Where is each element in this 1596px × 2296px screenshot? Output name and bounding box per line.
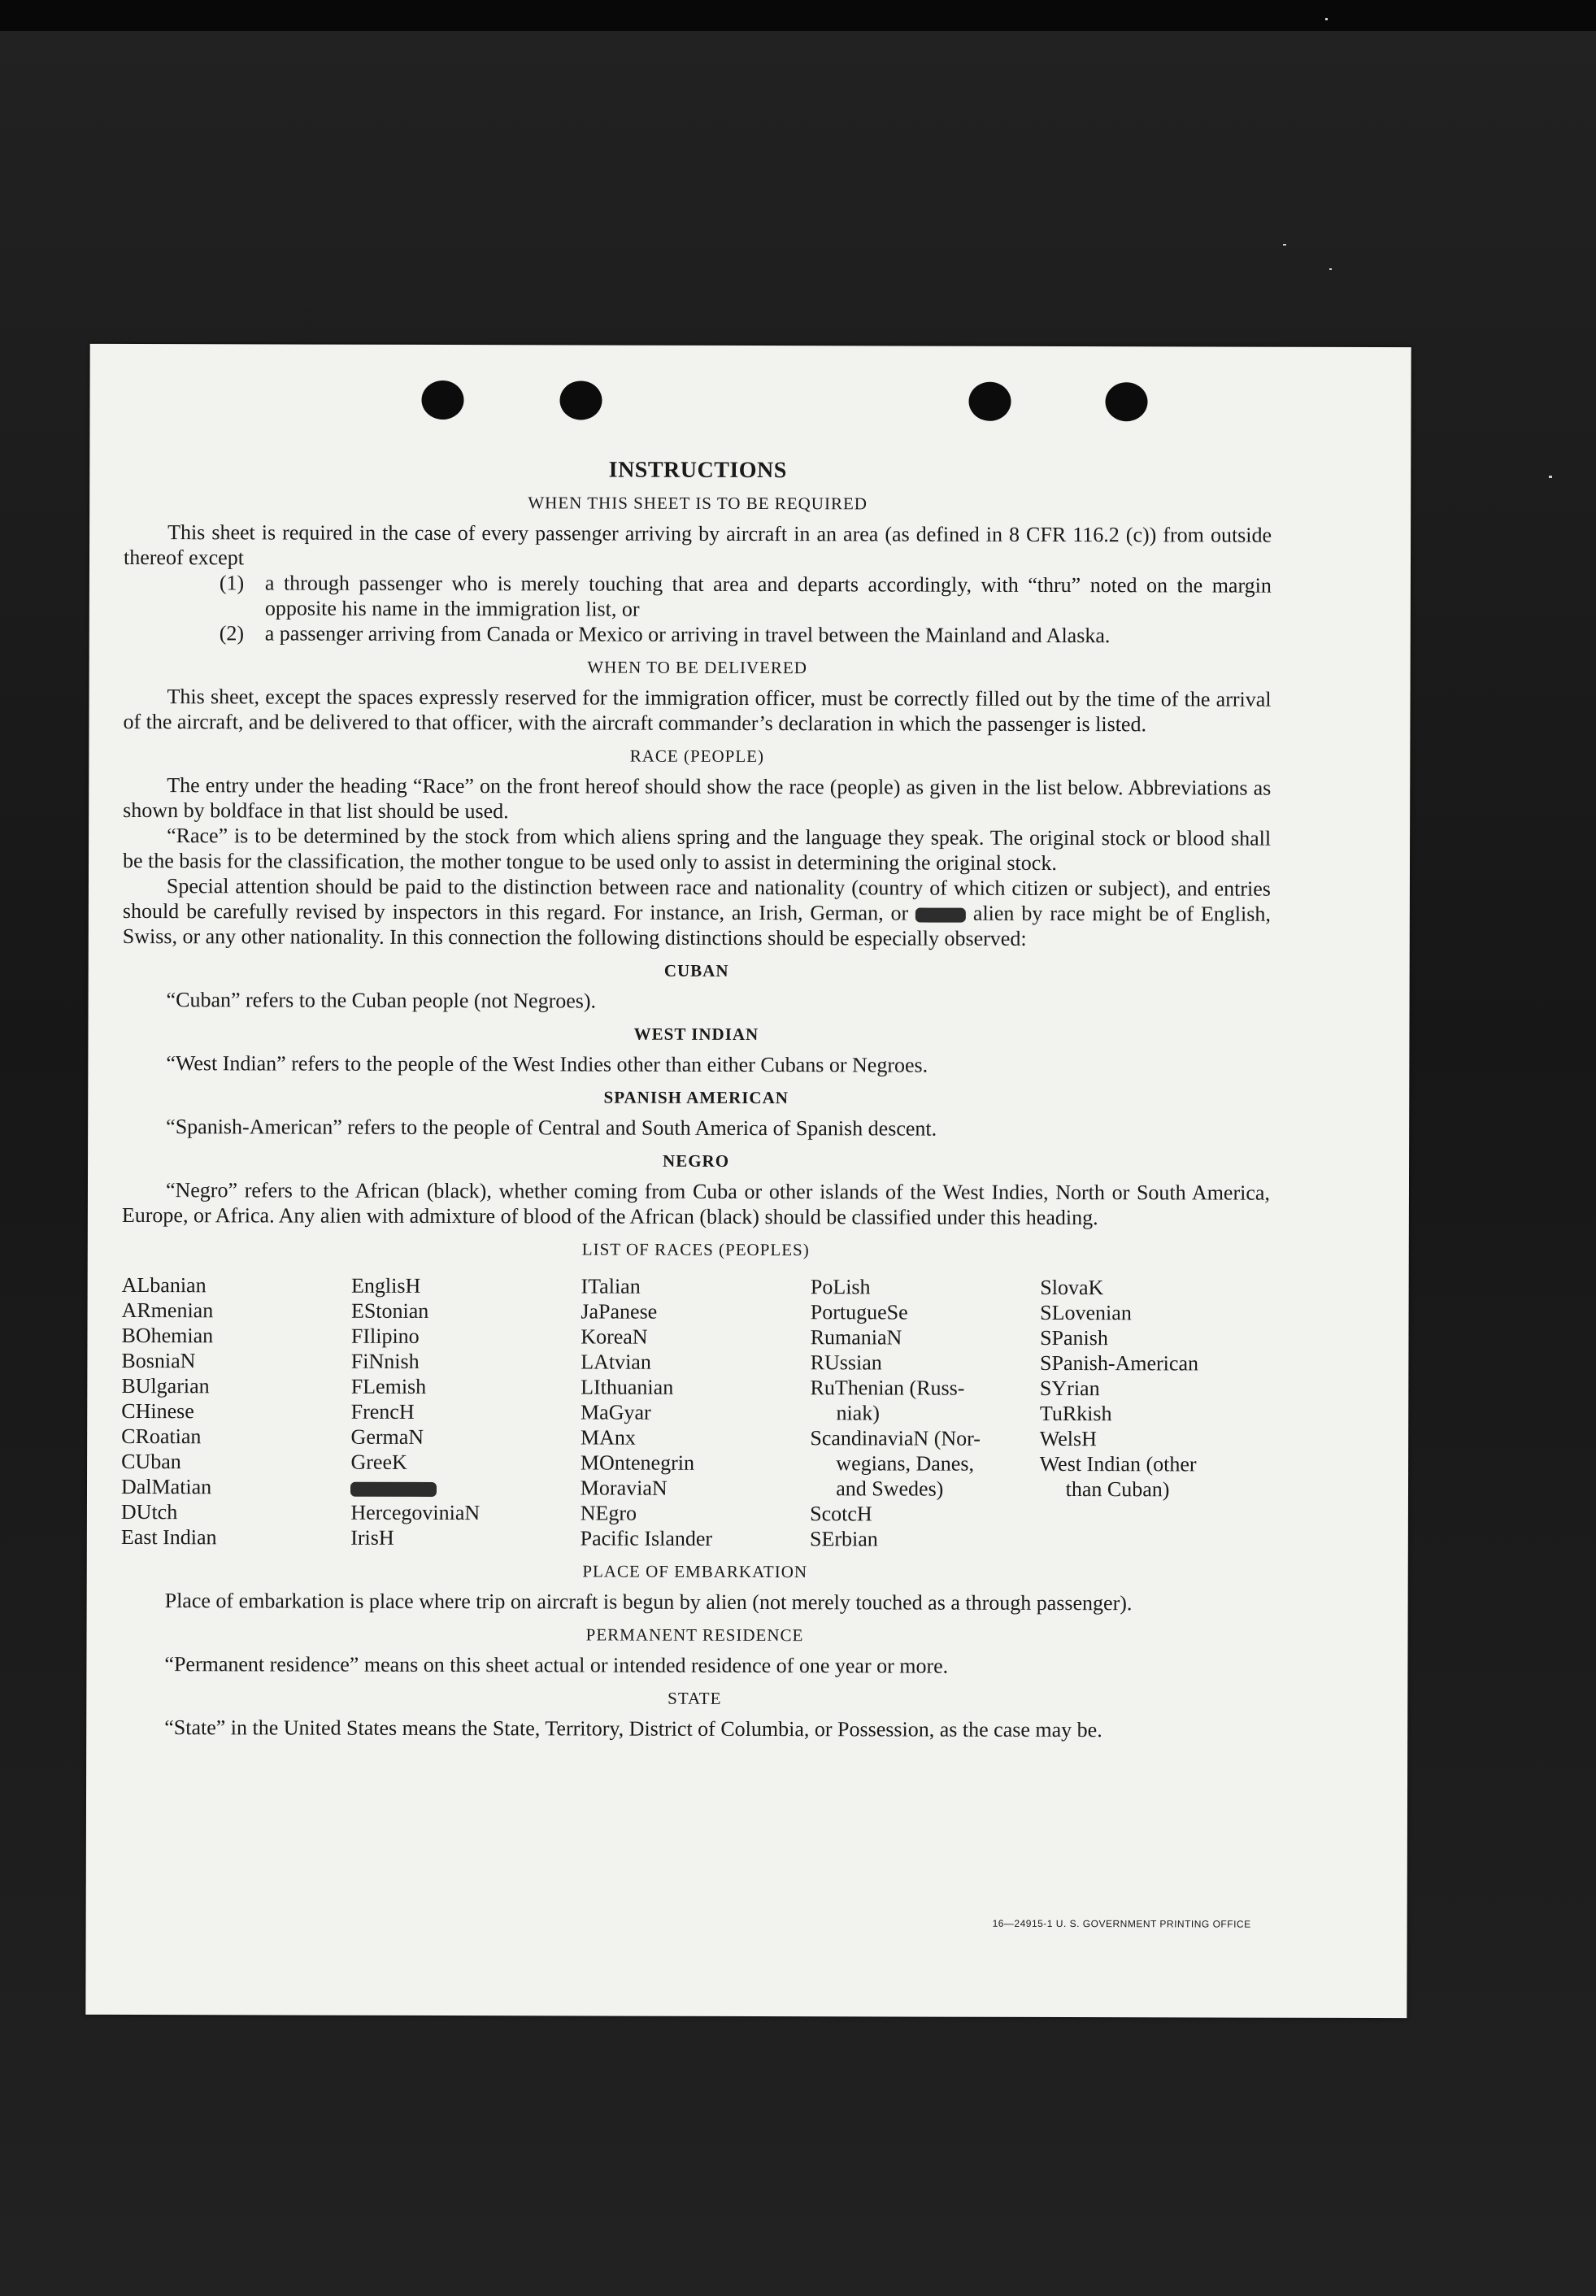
races-column [350, 1273, 581, 1551]
section-heading-when-delivered: WHEN TO BE DELIVERED [587, 657, 807, 678]
punch-hole [1105, 382, 1147, 421]
race-entry: East Indian [120, 1524, 217, 1550]
section-heading-negro: NEGRO [663, 1150, 730, 1171]
race-paragraph-2: “Race” is to be determined by the stock from which aliens spring and the language they speak. The original stock or blood shall be the basis for the classification, the mother tongue to be used only to assist in determining the original stock. [122, 824, 1272, 875]
scan-speck [1325, 18, 1328, 20]
races-column [1039, 1275, 1269, 1553]
race-entry: MAnx [580, 1425, 636, 1450]
redaction-mark [915, 908, 966, 923]
race-entry: CRoatian [121, 1424, 202, 1449]
state-text: “State” in the United States means the State, Territory, District of Columbia, or Possession, as the case may be. [164, 1715, 1102, 1742]
when-required-intro: This sheet is required in the case of every passenger arriving by aircraft in an area (as defined in 8 CFR 116.2 (c)) from outside thereof except [123, 520, 1272, 570]
race-entry: ScandinaviaN (Nor- [810, 1426, 981, 1450]
section-heading-race: RACE (PEOPLE) [629, 746, 765, 767]
race-entry: RuThenian (Russ- [810, 1376, 965, 1400]
punch-hole [421, 380, 463, 420]
section-heading-list-of-races: LIST OF RACES (PEOPLES) [581, 1239, 810, 1260]
race-entry: MoraviaN [580, 1476, 668, 1500]
race-entry: FiNnish [350, 1349, 420, 1373]
race-entry: FIlipino [350, 1324, 420, 1348]
race-entry: BUlgarian [121, 1373, 210, 1398]
race-entry-redacted [350, 1475, 580, 1501]
race-entry: CHinese [121, 1398, 194, 1424]
page-title: INSTRUCTIONS [608, 457, 787, 484]
race-entry: JaPanese [581, 1299, 658, 1324]
races-list [121, 1272, 1270, 1553]
exception-item [220, 570, 1272, 623]
races-column [810, 1274, 1040, 1552]
race-entry: SlovaK [1040, 1275, 1104, 1300]
race-entry: SLovenian [1040, 1300, 1132, 1325]
race-entry: FLemish [350, 1374, 427, 1398]
exception-text: a through passenger who is merely touching that area and departs accordingly, with “thru” noted on the margin opposite his name in the immigration list, or [264, 571, 1272, 621]
scan-top-edge [0, 0, 1596, 31]
race-entry: HercegoviniaN [350, 1500, 481, 1525]
exception-item [220, 620, 1272, 648]
race-entry: EStonian [350, 1298, 429, 1323]
race-entry: SErbian [810, 1527, 878, 1551]
race-entry: ScotcH [810, 1502, 872, 1526]
scan-speck [1329, 268, 1332, 270]
race-entry: NEgro [580, 1501, 637, 1525]
race-paragraph-3 [123, 873, 1271, 952]
when-delivered-text: This sheet, except the spaces expressly reserved for the immigration officer, must be correctly filled out by the time of the arrival of the aircraft, and be delivered to that officer, with the aircraft commander’s declaration in which the passenger is listed. [123, 685, 1272, 737]
cuban-text: “Cuban” refers to the Cuban people (not Negroes). [166, 988, 597, 1013]
section-heading-west-indian: WEST INDIAN [633, 1024, 759, 1045]
race-entry: wegians, Danes, [836, 1451, 975, 1476]
race-paragraph-3-end: alien by race might be of English, Swiss, or any other nationality. In this connection the following distinctions should be especially observed: [122, 901, 1271, 950]
punch-hole [559, 380, 602, 420]
race-entry: TuRkish [1039, 1401, 1112, 1426]
race-entry: MaGyar [581, 1400, 651, 1424]
section-heading-spanish-american: SPANISH AMERICAN [603, 1087, 789, 1108]
section-heading-place-of-embarkation: PLACE OF EMBARKATION [582, 1561, 808, 1582]
race-entry: SPanish [1040, 1325, 1108, 1350]
race-entry: LIthuanian [581, 1375, 674, 1399]
race-entry: SPanish-American [1040, 1350, 1199, 1376]
races-column [121, 1272, 351, 1550]
negro-text: “Negro” refers to the African (black), whether coming from Cuba or other islands of the West Indies, North or South America, Europe, or Africa. Any alien with admixture of blood of the African (black) should be classified under this heading. [121, 1178, 1271, 1230]
race-entry: West Indian (other [1039, 1451, 1197, 1476]
race-entry: FrencH [350, 1399, 415, 1424]
race-entry: IrisH [350, 1525, 394, 1550]
race-entry: WelsH [1039, 1426, 1097, 1451]
race-entry: EnglisH [351, 1273, 421, 1298]
races-column [581, 1273, 811, 1551]
scan-speck [1283, 244, 1286, 246]
race-entry: SYrian [1039, 1376, 1100, 1401]
race-entry: DUtch [120, 1499, 178, 1524]
race-entry: Pacific Islander [580, 1526, 713, 1550]
sheet-content [120, 456, 1272, 1743]
race-entry: GermaN [350, 1424, 424, 1449]
section-heading-when-required: WHEN THIS SHEET IS TO BE REQUIRED [528, 493, 868, 514]
scan-speck [1549, 476, 1552, 478]
section-heading-state: STATE [668, 1688, 722, 1708]
section-heading-cuban: CUBAN [663, 960, 729, 981]
exception-text: a passenger arriving from Canada or Mexico or arriving in travel between the Mainland and Alaska. [264, 621, 1111, 648]
race-entry: PoLish [810, 1275, 871, 1299]
race-entry: KoreaN [581, 1324, 648, 1349]
race-entry: DalMatian [120, 1474, 212, 1499]
place-of-embarkation-text: Place of embarkation is place where trip on aircraft is begun by alien (not merely touched as a through passenger). [164, 1589, 1133, 1615]
race-entry: BOhemian [121, 1323, 214, 1348]
race-entry: MOntenegrin [580, 1450, 695, 1475]
race-entry: PortugueSe [810, 1300, 908, 1324]
exception-number: (1) [219, 571, 245, 595]
race-entry: ARmenian [121, 1298, 214, 1323]
race-entry: BosniaN [121, 1348, 196, 1373]
race-entry: and Swedes) [836, 1476, 944, 1501]
race-entry: niak) [836, 1401, 880, 1425]
redaction-mark [350, 1482, 437, 1497]
spanish-american-text: “Spanish-American” refers to the people of Central and South America of Spanish descent. [166, 1115, 937, 1141]
race-entry: LAtvian [581, 1350, 651, 1374]
exception-number: (2) [219, 621, 245, 646]
punch-hole [968, 382, 1011, 421]
permanent-residence-text: “Permanent residence” means on this sheet actual or intended residence of one year or more. [164, 1652, 949, 1678]
race-paragraph-3-start: Special attention should be paid to the distinction between race and nationality (country of which citizen or subject), and entries should be carefully revised by inspectors in this regard. For instance, an Irish, German, or [122, 874, 1271, 925]
race-entry: CUban [121, 1449, 181, 1474]
race-entry: ITalian [581, 1274, 641, 1298]
section-heading-permanent-residence: PERMANENT RESIDENCE [585, 1624, 804, 1646]
printing-office-code: 16—24915-1 U. S. GOVERNMENT PRINTING OFFICE [992, 1917, 1251, 1930]
race-entry: RumaniaN [810, 1325, 902, 1350]
race-entry: than Cuban) [1065, 1477, 1170, 1502]
west-indian-text: “West Indian” refers to the people of the West Indies other than either Cubans or Negroes. [166, 1051, 928, 1077]
race-entry: RUssian [810, 1350, 882, 1375]
race-entry: ALbanian [121, 1272, 207, 1298]
race-paragraph-1: The entry under the heading “Race” on the front hereof should show the race (people) as given in the list below. Abbreviations as shown by boldface in that list should be used. [123, 773, 1272, 824]
instruction-sheet [85, 344, 1411, 2018]
race-entry: GreeK [350, 1450, 407, 1474]
